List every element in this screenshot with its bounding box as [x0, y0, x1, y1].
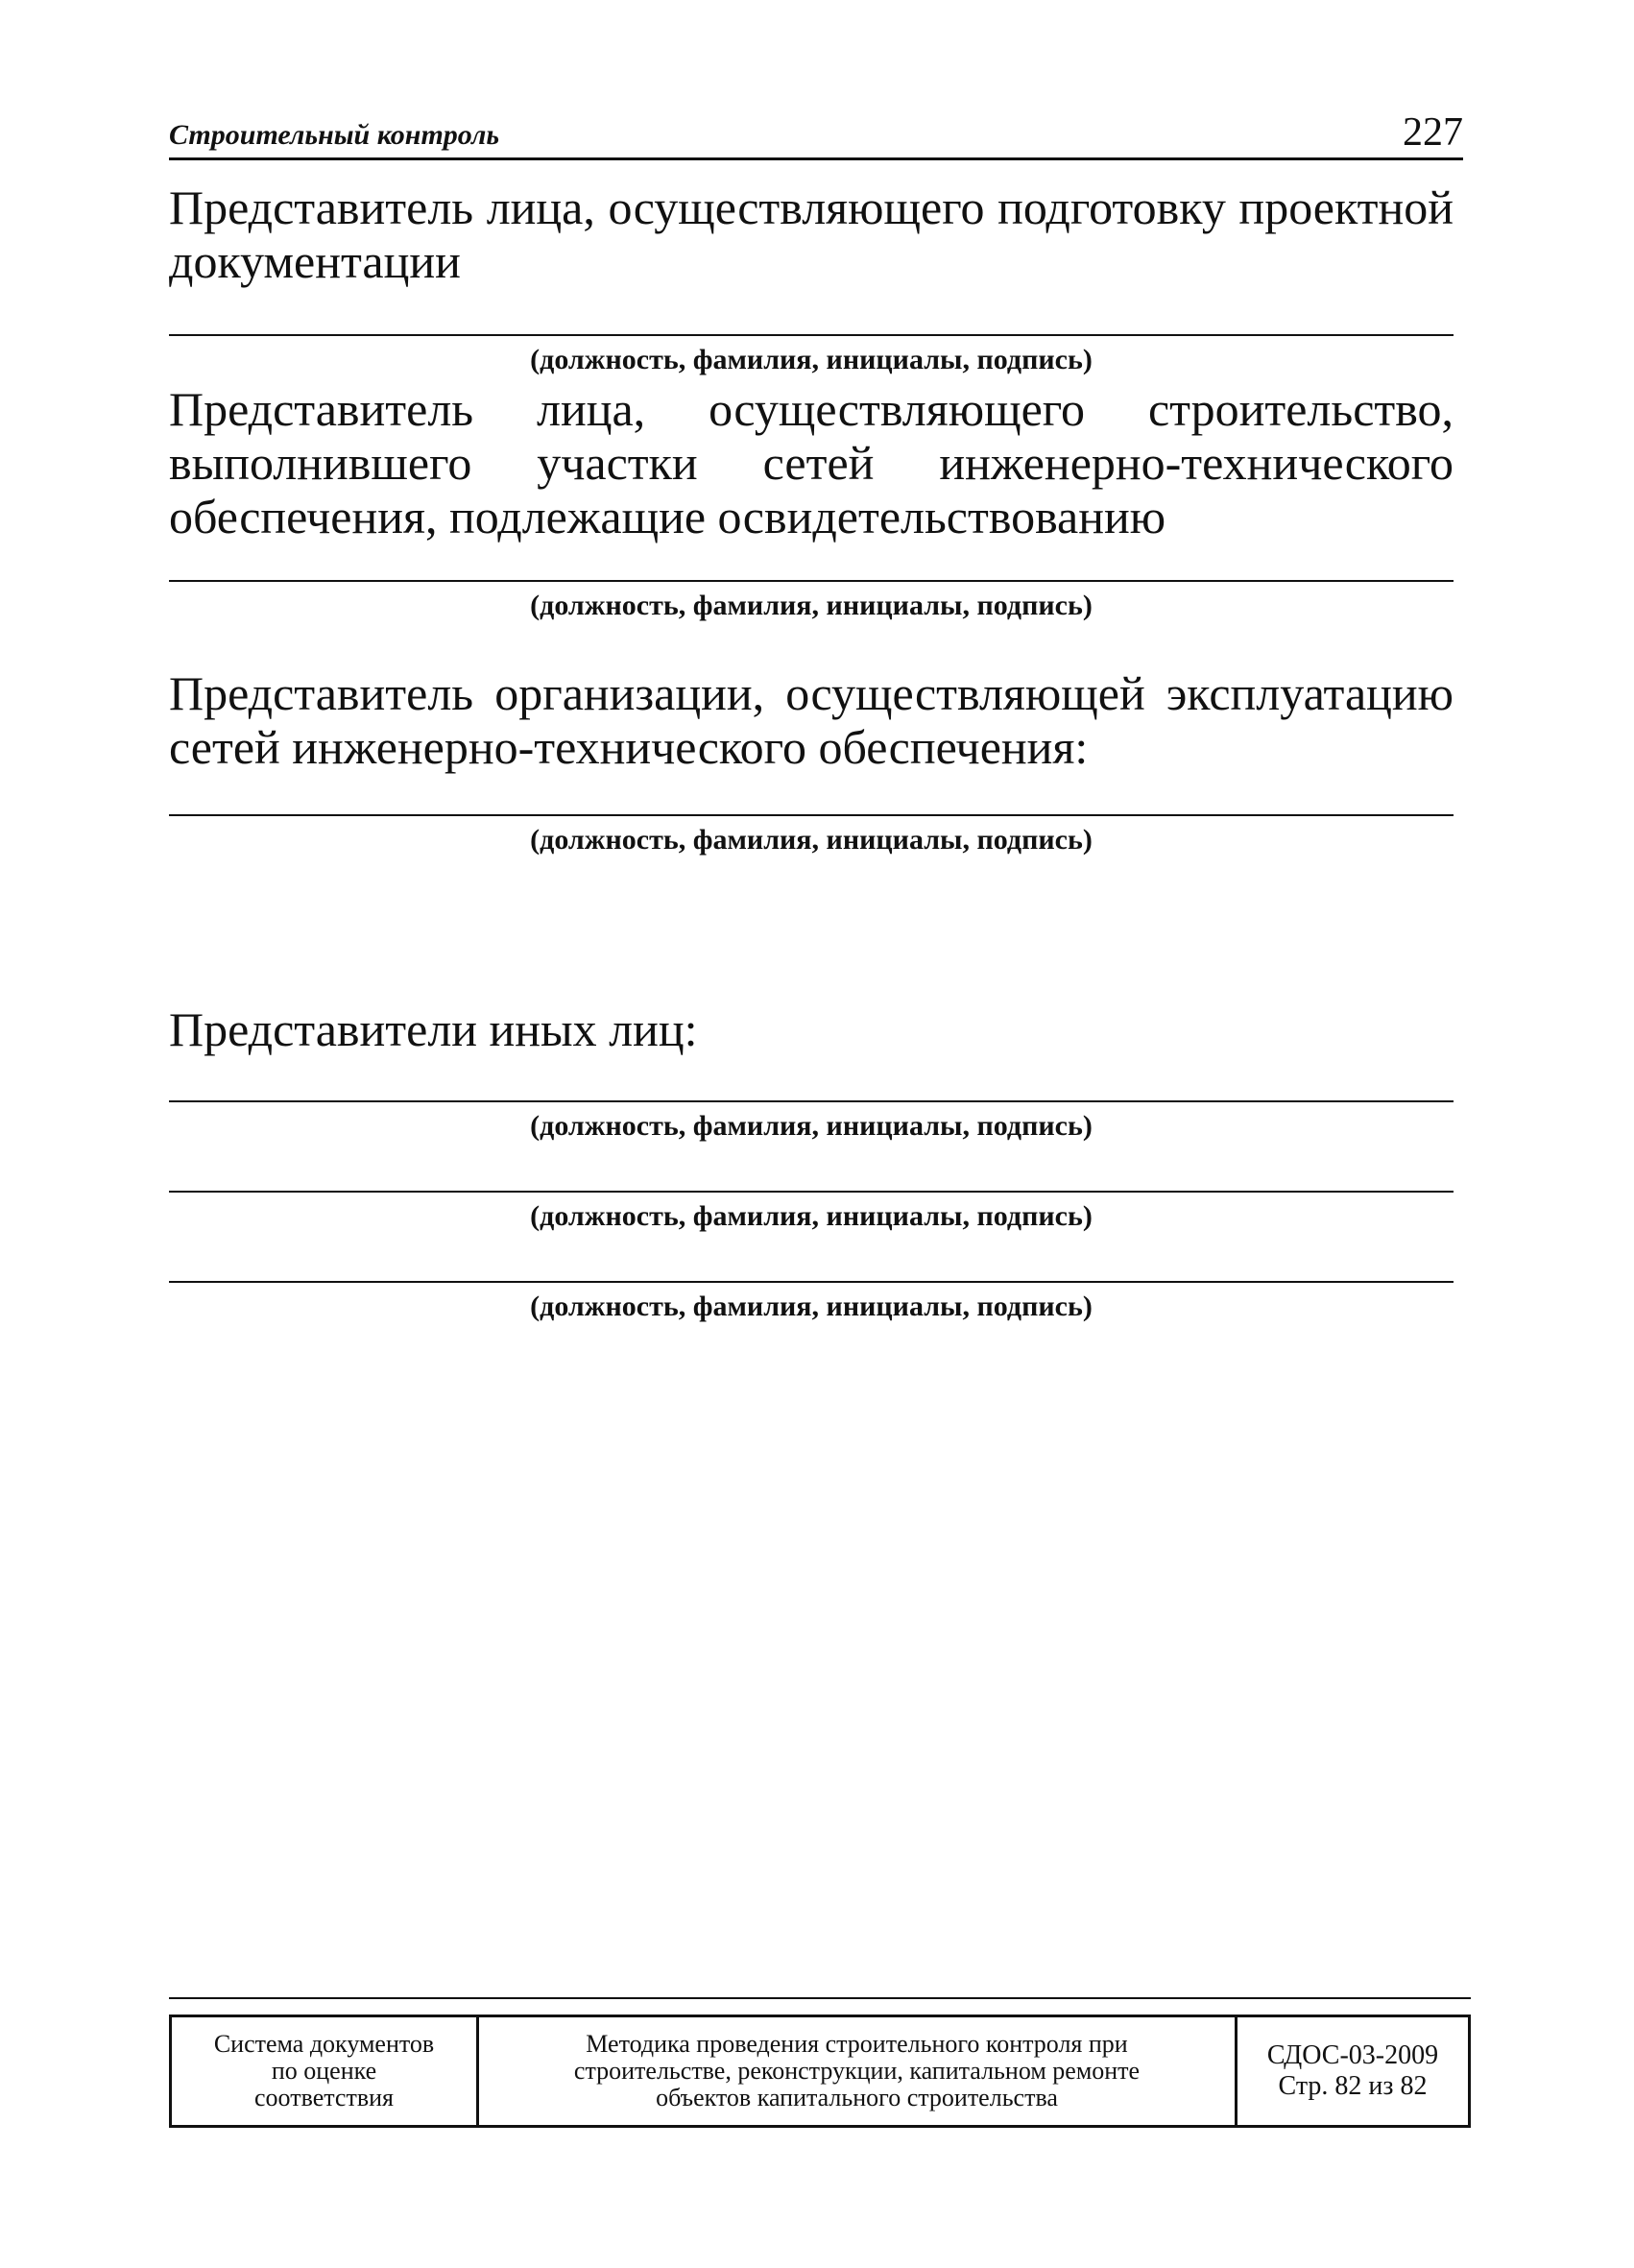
- section-2-text: Представитель лица, осуществляющего строительство, выполнившего участки сетей инженерно-технического обеспечения, подлежащие освидетельствованию: [169, 382, 1454, 543]
- footer-cell-method: [476, 2017, 1235, 2125]
- signature-caption-6: (должность, фамилия, инициалы, подпись): [530, 1291, 1093, 1322]
- running-header: [169, 108, 1463, 160]
- signature-line-1: [169, 334, 1454, 336]
- footer-table: [169, 2015, 1471, 2128]
- signature-line-4: [169, 1100, 1454, 1102]
- footer-method-text: Методика проведения строительного контроля при строительстве, реконструкции, капитальном ремонте объектов капитального строительства: [573, 2030, 1141, 2111]
- footer-rule: [169, 1997, 1471, 1999]
- footer-system-text: Система документов по оценке соответствия: [213, 2030, 435, 2111]
- footer-code-text: СДОС-03-2009 Стр. 82 из 82: [1266, 2040, 1439, 2101]
- signature-line-2: [169, 580, 1454, 582]
- signature-caption-2: (должность, фамилия, инициалы, подпись): [530, 590, 1093, 621]
- signature-line-3: [169, 814, 1454, 816]
- footer-cell-code: [1235, 2017, 1468, 2125]
- signature-caption-5: (должность, фамилия, инициалы, подпись): [530, 1200, 1093, 1232]
- running-title: Строительный контроль: [169, 119, 500, 151]
- signature-line-6: [169, 1281, 1454, 1283]
- signature-caption-1: (должность, фамилия, инициалы, подпись): [530, 344, 1093, 375]
- section-1-text: Представитель лица, осуществляющего подготовку проектной документации: [169, 181, 1454, 288]
- section-4-text: Представители иных лиц:: [169, 1002, 698, 1056]
- signature-caption-3: (должность, фамилия, инициалы, подпись): [530, 824, 1093, 856]
- signature-line-5: [169, 1191, 1454, 1193]
- page-number: 227: [1403, 110, 1463, 155]
- footer-cell-system: [172, 2017, 476, 2125]
- signature-caption-4: (должность, фамилия, инициалы, подпись): [530, 1110, 1093, 1142]
- section-3-text: Представитель организации, осуществляющей эксплуатацию сетей инженерно-технического обеспечения:: [169, 666, 1454, 774]
